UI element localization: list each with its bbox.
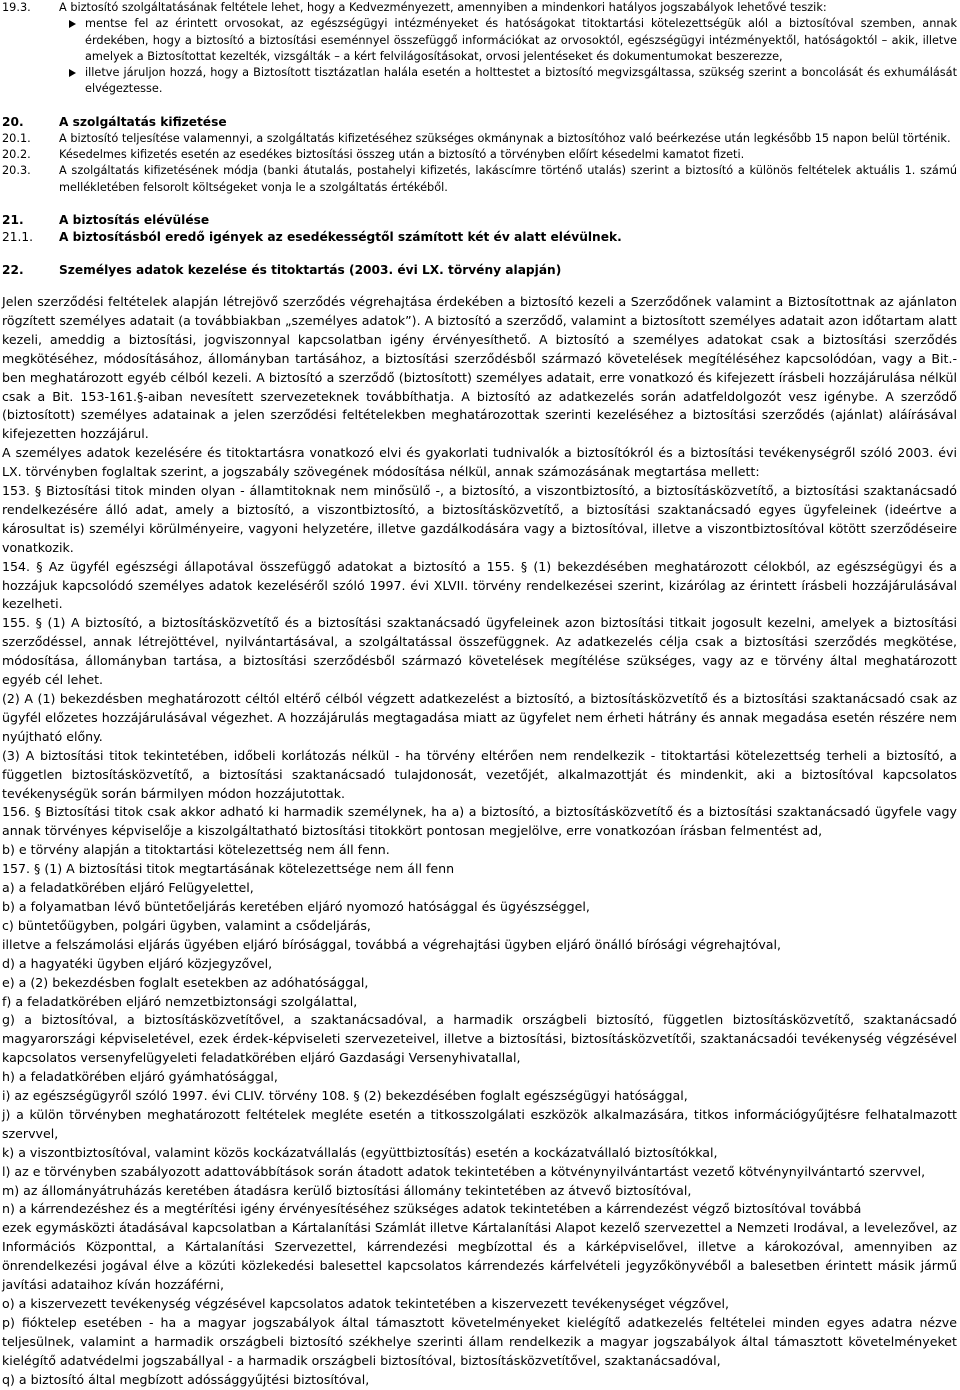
list-item: p) fióktelep esetében - ha a magyar jogszabályok által támasztott követelményeket kielégítő adatkezelés feltételei minden egyes adatra nézve teljesülnek, valamint a harmadik országbeli biztosító székhelye szerinti állam rendelkezik a magyar jogszabályok által támasztott követelményeket kielégítő adatvédelmi jogszabállyal - a harmadik országbeli biztosítóval, biztosításközvetítővel, szaktanácsadóval, [2, 1314, 957, 1368]
document-page [2, 0, 957, 1390]
clause-20-3 [2, 163, 957, 196]
privacy-body [2, 293, 957, 1390]
list-item: o) a kiszervezett tevékenység végzésével kapcsolatos adatok tekintetében a kiszervezett tevékenységet végzővel, [2, 1296, 729, 1311]
section-heading [2, 212, 957, 229]
section-title: A biztosítás elévülése [59, 212, 210, 227]
clause-19-3 [2, 0, 957, 16]
list-item: ezek egymásközti átadásával kapcsolatban a Kártalanítási Számlát illetve Kártalanítási Alapot kezelő szervezettel a Nemzeti Irodával, a levelezővel, az Információs Központtal, a Kártalanítási Szervezettel, kárrendezési megbízottal és a kárképviselővel, illetve a károkozóval, amennyiben az önrendelkezési jogával élve a közúti közlekedési balesettel kapcsolatos kárrendezés kárfelvételi jegyzőkönyvéből a balesetben érintett másik jármű javítási adataihoz kíván hozzáférni, [2, 1220, 957, 1293]
list-item: n) a kárrendezéshez és a megtérítési igény érvényesítéséhez szükséges adatok tekintetében a kárrendezést végző biztosítóval továbbá [2, 1201, 862, 1217]
bullet-text: mentse fel az érintett orvosokat, az egészségügyi intézményeket és hatóságokat titoktartási kötelezettségük alól a biztosítóval szemben, annak érdekében, hogy a biztosító a biztosítási eseménnyel összefüggő információkat az orvosoktól, egészségügyi intézményektől, hatóságoktól – akik, illetve amelyek a Biztosítottat kezelték, vizsgálták – a kért felvilágosításokat, orvosi jelentéseket és dokumentumokat beszerezze, [85, 17, 957, 63]
section-title: Személyes adatok kezelése és titoktartás (2003. évi LX. törvény alapján) [59, 262, 562, 277]
triangle-bullet-icon [69, 20, 76, 28]
section-number: 20. [2, 114, 24, 129]
clause-text: A biztosító szolgáltatásának feltétele lehet, hogy a Kedvezményezett, amennyiben a mindenkori hatályos jogszabályok lehetővé teszik: [59, 1, 827, 14]
list-item: c) büntetőügyben, polgári ügyben, valamint a csődeljárás, [2, 917, 371, 933]
paragraph: 155. § (1) A biztosító, a biztosításközvetítő és a biztosítási szaktanácsadó ügyfeleinek azon biztosítási titkait jogosult kezelni, amelyek a biztosítási szerződéssel, annak létrejöttével, nyilvántartásával, a szolgáltatással összefüggnek. Az adatkezelés célja csak a biztosítási szerződés megkötése, módosítása, állományban tartása, a biztosítási szerződésből származó követelések megítélése szükséges, vagy az e törvény által meghatározott egyéb cél lehet. [2, 615, 957, 688]
section-title: A szolgáltatás kifizetése [59, 114, 227, 129]
list-item: a) a feladatkörében eljáró Felügyelettel, [2, 880, 254, 896]
clause-text: Késedelmes kifizetés esetén az esedékes biztosítási összeg után a biztosító a törvényben előírt késedelmi kamatot fizeti. [59, 148, 745, 162]
paragraph: 157. § (1) A biztosítási titok megtartásának kötelezettsége nem áll fenn [2, 861, 455, 877]
section-number: 21. [2, 212, 24, 227]
paragraph: 154. § Az ügyfél egészségi állapotával összefüggő adatokat a biztosító a 155. § (1) bekezdésében meghatározott célokból, az egészségügyi és a hozzájuk kapcsolódó személyes adatok kezeléséről szóló 1997. évi XLVII. törvény rendelkezései szerint, kizárólag az érintett írásbeli hozzájárulásával kezelheti. [2, 558, 957, 612]
clause-text: A biztosító teljesítése valamennyi, a szolgáltatás kifizetéséhez szükséges okmánynak a biztosítóhoz való beérkezése után legkésőbb 15 napon belül történik. [59, 131, 951, 145]
paragraph: 153. § Biztosítási titok minden olyan - államtitoknak nem minősülő -, a biztosító, a viszontbiztosító, a biztosításközvetítő, a biztosítási szaktanácsadó rendelkezésére álló adat, amely a biztosító, a viszontbiztosító, a biztosításközvetítő, a biztosítási szaktanácsadó egyes ügyfeleinek (ideértve a károsultat is) személyi körülményeire, vagyoni helyzetére, illetve gazdálkodására vagy a biztosítóval, illetve a viszontbiztosítóval kötött szerződéseire vonatkozik. [2, 483, 957, 555]
list-item: e) a (2) bekezdésben foglalt esetekben az adóhatósággal, [2, 974, 369, 990]
list-item: f) a feladatkörében eljáró nemzetbiztonsági szolgálattal, [2, 993, 358, 1009]
paragraph: 156. § Biztosítási titok csak akkor adható ki harmadik személynek, ha a) a biztosító, a biztosításközvetítő és a biztosítási szaktanácsadó ügyfele vagy annak törvényes képviselője a kiszolgáltatható biztosítási titokkört pontosan megjelölve, erre vonatkozóan írásban felmentést ad, [2, 804, 957, 839]
clause-20-2 [2, 147, 957, 163]
list-item: d) a hagyatéki ügyben eljáró közjegyzővel, [2, 955, 273, 971]
list-item: q) a biztosító által megbízott adóssággyűjtési biztosítóval, [2, 1371, 370, 1387]
clause-number: 20.2. [2, 148, 31, 162]
section-22-heading [2, 262, 957, 279]
clause-number: 19.3. [2, 1, 31, 14]
paragraph: A személyes adatok kezelésére és titoktartásra vonatkozó elvi és gyakorlati tudnivalók a biztosítókról és a biztosítási tevékenységről szóló 2003. évi LX. törvényben foglaltak szerint, a jogszabály szövegének módosítása nélkül, annak számozásának megtartása mellett: [2, 445, 957, 480]
list-item: g) a biztosítóval, a biztosításközvetítővel, a szaktanácsadóval, a harmadik országbeli biztosító, független biztosításközvetítő, szaktanácsadó magyarországi képviseletével, ezek érdek-képviseleti szervezeteivel, illetve a biztosítási, biztosításközvetítői, szaktanácsadói tevékenység végzésével kapcsolatos versenyfelügyeleti feladatkörében eljáró Gazdasági Versenyhivatallal, [2, 1012, 957, 1066]
section-20 [2, 114, 957, 196]
triangle-bullet-icon [69, 69, 76, 77]
bullet-item [64, 65, 957, 98]
bullet-text: illetve járuljon hozzá, hogy a Biztosított tisztázatlan halála esetén a holttestet a biztosító megvizsgáltassa, szükség szerint a boncolását és exhumálását elvégeztesse. [85, 66, 957, 96]
clause-number: 20.3. [2, 164, 31, 178]
clause-text: A szolgáltatás kifizetésének módja (banki átutalás, postahelyi kifizetés, lakáscímre történő utalás) szerint a biztosító a különös feltételek aktuális 1. számú mellékletében felsorolt költségeket vonja le a szolgáltatás értékéből. [59, 164, 957, 194]
paragraph: b) e törvény alapján a titoktartási kötelezettség nem áll fenn. [2, 842, 390, 858]
list-item: b) a folyamatban lévő büntetőeljárás keretében eljáró nyomozó hatósággal és ügyészséggel, [2, 898, 590, 914]
paragraph: (3) A biztosítási titok tekintetében, időbeli korlátozás nélkül - ha törvény eltérően nem rendelkezik - titoktartási kötelezettség terheli a biztosító, a független biztosításközvetítő, a biztosítási szaktanácsadó tulajdonosát, vezetőjét, alkalmazottját és mindenkit, aki a biztosítóval kapcsolatos tevékenységük során bármilyen módon hozzájutottak. [2, 747, 957, 801]
clause-20-1 [2, 131, 957, 147]
section-21 [2, 212, 957, 246]
clause-21-1 [2, 229, 957, 246]
paragraph: (2) A (1) bekezdésben meghatározott céltól eltérő célból végzett adatkezelést a biztosító, a biztosításközvetítő és a biztosítási szaktanácsadó csak az ügyfél előzetes hozzájárulásával végezhet. A hozzájárulás megtagadása miatt az ügyfelet nem érheti hátrány és annak megadása esetén részére nem nyújtható előny. [2, 691, 957, 744]
section-19-3 [2, 0, 957, 98]
bullet-item [64, 16, 957, 65]
clause-number: 20.1. [2, 131, 31, 145]
clause-number: 21.1. [2, 229, 34, 244]
list-item: k) a viszontbiztosítóval, valamint közös kockázatvállalás (együttbiztosítás) esetén a kockázatvállaló biztosítókkal, [2, 1144, 718, 1160]
section-number: 22. [2, 262, 24, 277]
paragraph: Jelen szerződési feltételek alapján létrejövő szerződés végrehajtása érdekében a biztosító kezeli a Szerződőnek valamint a Biztosítottnak az ajánlaton rögzített személyes adatait (a továbbiakban „személyes adatok”). A biztosító a szerződő, valamint a biztosított személyes adatait azon időtartam alatt kezeli, ameddig a biztosítási, jogviszonnyal kapcsolatban igény érvényesíthető. A biztosító a személyes adatokat csak a biztosítási szerződés megkötéséhez, módosításához, állományban tartásához, a biztosítási szerződésből származó követelések megítéléséhez kapcsolódóan, vagy a Bit.-ben meghatározott egyéb célból kezeli. A biztosító a szerződő (biztosított) személyes adatait, erre vonatkozó és kifejezett írásbeli hozzájárulása nélkül csak a Bit. 153-161.§-aiban nevesített szervezeteknek továbbíthatja. A biztosító az adatkezelés során adatfeldolgozót vesz igénybe. A szerződő (biztosított) személyes adatainak a jelen szerződési feltételekben meghatározottak szerinti kezeléséhez a biztosítási szerződés (ajánlat) aláírásával kifejezetten hozzájárul. [2, 293, 957, 442]
clause-text: A biztosításból eredő igények az esedékességtől számított két év alatt elévülnek. [59, 229, 622, 244]
list-item: j) a külön törvényben meghatározott feltételek megléte esetén a titkosszolgálati eszközök alkalmazására, titkos információgyűjtésre felhatalmazott szervvel, [2, 1106, 957, 1141]
list-item: l) az e törvényben szabályozott adattovábbítások során átadott adatok tekintetében a kötvénynyilvántartást vezető kötvénynyilvántartó szervvel, [2, 1163, 926, 1179]
list-item: illetve a felszámolási eljárás ügyében eljáró bírósággal, továbbá a végrehajtási ügyben eljáró önálló bírósági végrehajtóval, [2, 936, 781, 952]
section-heading [2, 114, 957, 131]
list-item: i) az egészségügyről szóló 1997. évi CLIV. törvény 108. § (2) bekezdésében foglalt egészségügyi hatósággal, [2, 1088, 688, 1104]
list-item: m) az állományátruházás keretében átadásra kerülő biztosítási állomány tekintetében az átvevő biztosítóval, [2, 1182, 692, 1198]
list-item: h) a feladatkörében eljáró gyámhatósággal, [2, 1069, 278, 1085]
